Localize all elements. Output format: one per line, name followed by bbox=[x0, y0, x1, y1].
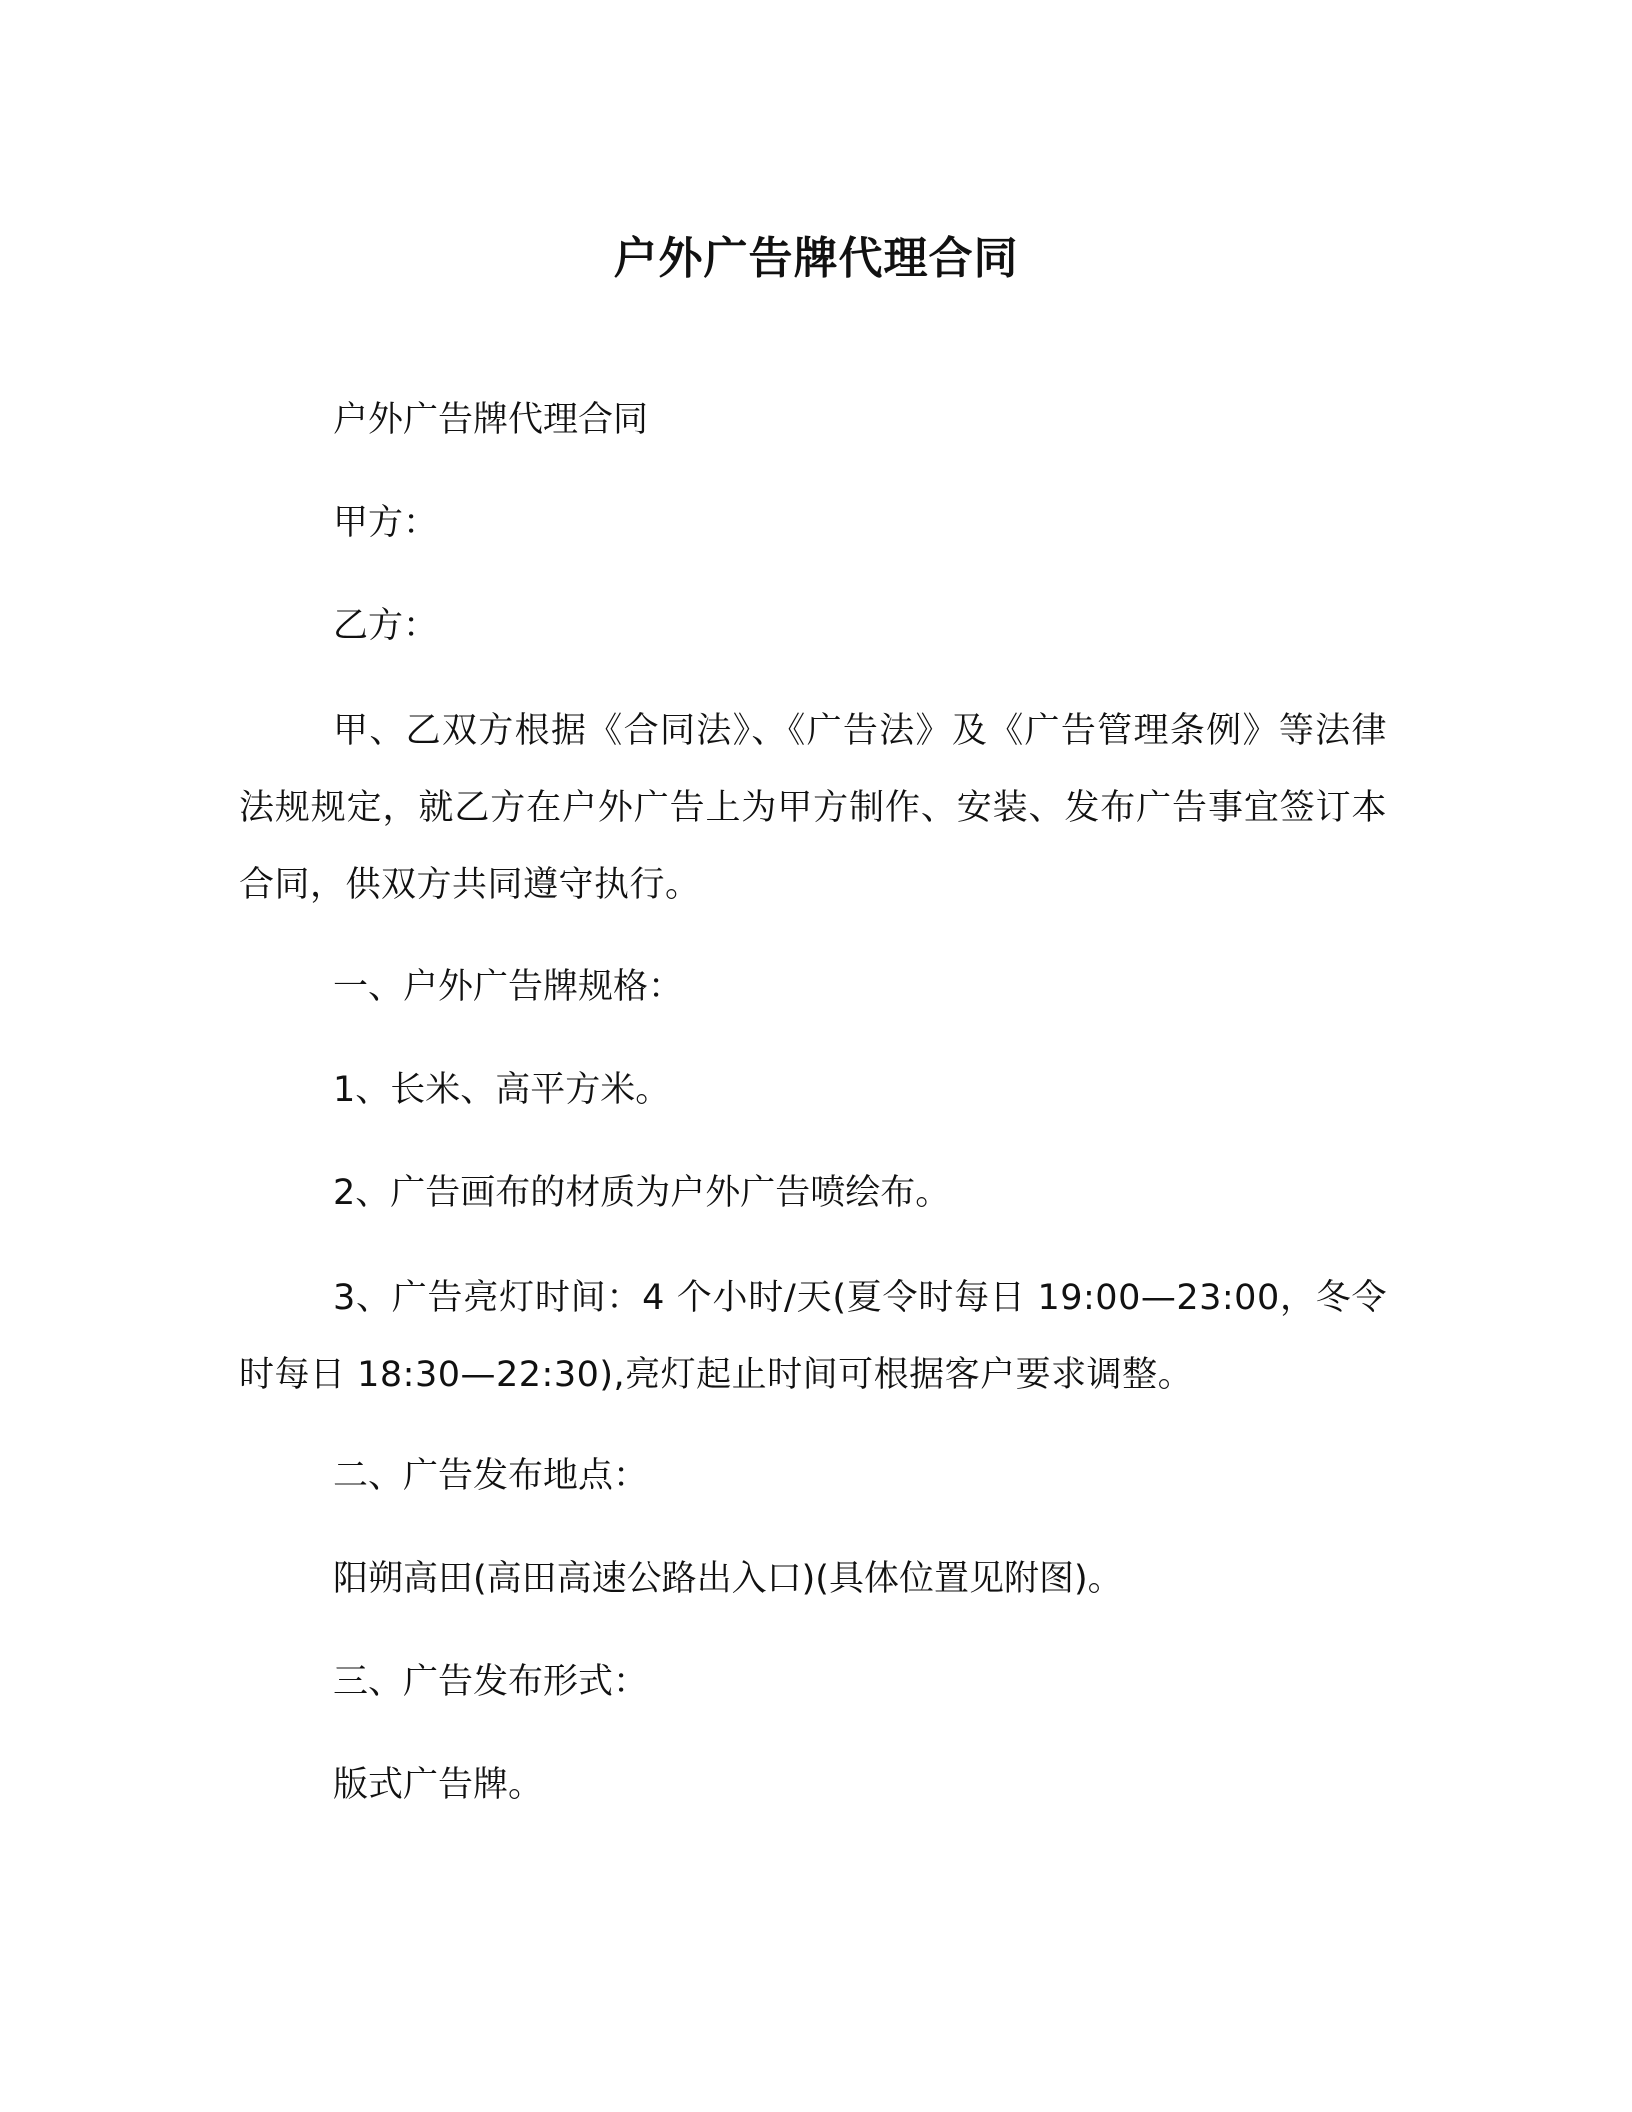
party-a-label: 甲方： bbox=[333, 503, 439, 543]
document-title: 户外广告牌代理合同 bbox=[613, 233, 1019, 284]
intro-paragraph: 甲、乙双方根据《合同法》、《广告法》及《广告管理条例》等法律法规规定，就乙方在户外广告上为甲方制作、安装、发布广告事宜签订本合同，供双方共同遵守执行。 bbox=[239, 711, 1387, 905]
form-text: 版式广告牌。 bbox=[333, 1765, 544, 1805]
spec-item-3: 3、广告亮灯时间：4 个小时/天(夏令时每日 19:00—23:00，冬令时每日 18:30—22:30),亮灯起止时间可根据客户要求调整。 bbox=[239, 1278, 1387, 1395]
section-2-heading: 二、广告发布地点： bbox=[333, 1456, 649, 1496]
contract-subtitle: 户外广告牌代理合同 bbox=[333, 400, 649, 440]
section-3-heading: 三、广告发布形式： bbox=[333, 1662, 649, 1702]
section-1-heading: 一、户外广告牌规格： bbox=[333, 967, 684, 1007]
party-b-label: 乙方： bbox=[333, 606, 439, 646]
spec-item-2: 2、广告画布的材质为户外广告喷绘布。 bbox=[333, 1173, 951, 1213]
location-text: 阳朔高田(高田高速公路出入口)(具体位置见附图)。 bbox=[333, 1559, 1123, 1599]
spec-item-1: 1、长米、高平方米。 bbox=[333, 1070, 671, 1110]
